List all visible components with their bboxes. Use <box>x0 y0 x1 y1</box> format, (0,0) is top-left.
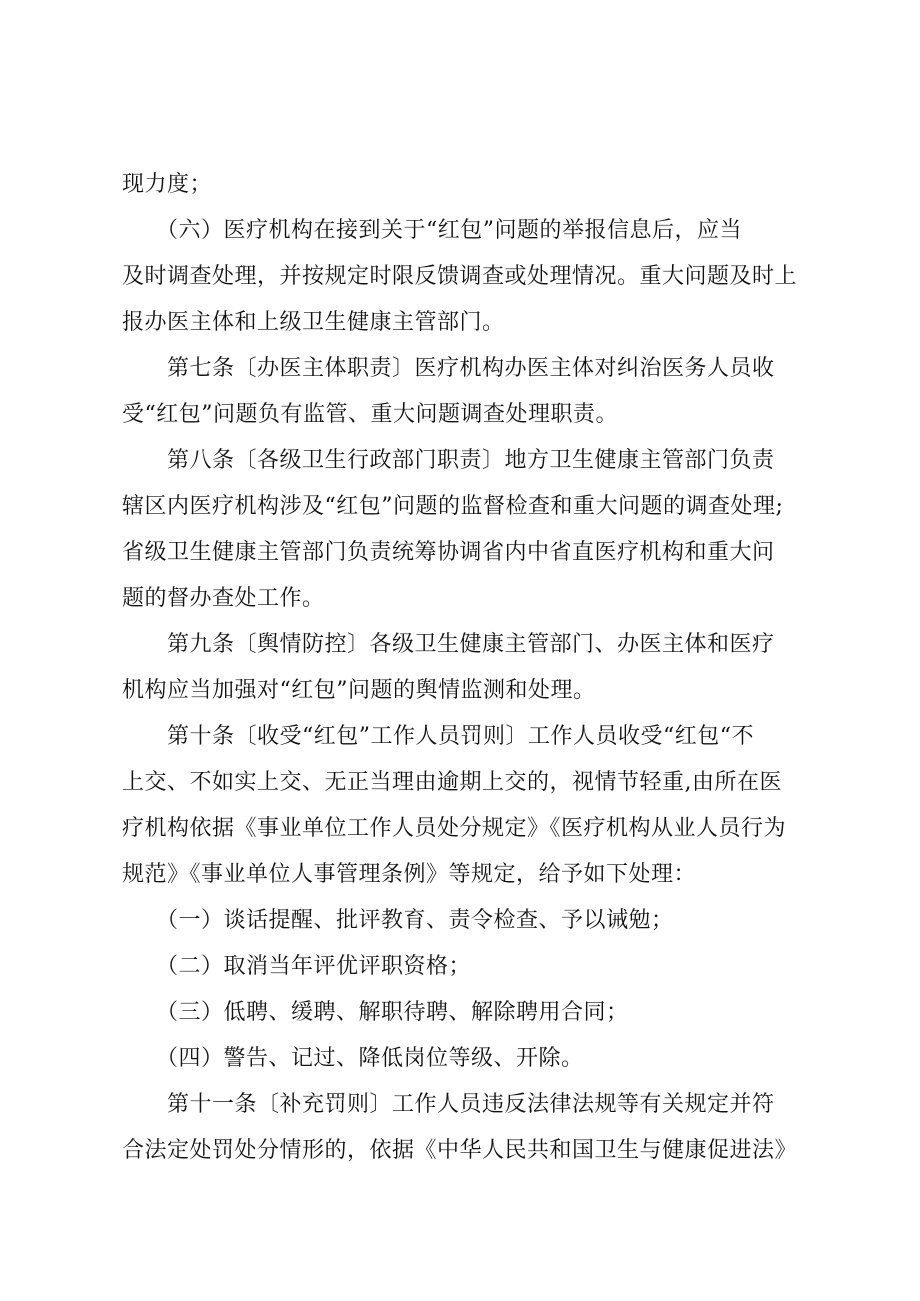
list-item-four <box>122 1036 828 1082</box>
text-line: 第八条〔各级卫生行政部门职责〕地方卫生健康主管部门负责 <box>122 448 775 473</box>
text-line: （四）警告、记过、降低岗位等级、开除。 <box>122 1046 584 1071</box>
paragraph-article-10 <box>122 714 828 898</box>
text-line: 第十条〔收受“红包”工作人员罚则〕工作人员收受“红包“不 <box>122 724 754 749</box>
paragraph-article-9 <box>122 622 828 714</box>
text-line: 第九条〔舆情防控〕各级卫生健康主管部门、办医主体和医疗 <box>122 632 775 657</box>
text-line: 省级卫生健康主管部门负责统筹协调省内中省直医疗机构和重大问 <box>122 540 775 565</box>
text-line: 受“红包”问题负有监管、重大问题调查处理职责。 <box>122 402 618 427</box>
text-line: 规范》《事业单位人事管理条例》等规定，给予如下处理： <box>122 862 697 887</box>
paragraph-article-11 <box>122 1082 828 1174</box>
paragraph-item-six <box>122 208 828 346</box>
text-line: 题的督办查处工作。 <box>122 586 325 611</box>
list-item-two <box>122 944 828 990</box>
text-line: 上交、不如实上交、无正当理由逾期上交的，视情节轻重,由所在医 <box>122 770 782 795</box>
text-line: （二）取消当年评优评职资格； <box>122 954 472 979</box>
paragraph-article-8 <box>122 438 828 622</box>
text-line: （一）谈话提醒、批评教育、责令检查、予以诫勉； <box>122 908 674 933</box>
text-line: （三）低聘、缓聘、解职待聘、解除聘用合同； <box>122 1000 629 1025</box>
paragraph-article-7 <box>122 346 828 438</box>
text-line: 疗机构依据《事业单位工作人员处分规定》《医疗机构从业人员行为 <box>122 816 787 841</box>
text-line: 辖区内医疗机构涉及“红包”问题的监督检查和重大问题的调查处理; <box>122 494 784 519</box>
text-line: 第七条〔办医主体职责〕医疗机构办医主体对纠治医务人员收 <box>122 356 775 381</box>
text-line: 第十一条〔补充罚则〕工作人员违反法律法规等有关规定并符 <box>122 1092 775 1117</box>
text-line: 报办医主体和上级卫生健康主管部门。 <box>122 310 505 335</box>
text-line: 及时调查处理，并按规定时限反馈调查或处理情况。重大问题及时上 <box>122 264 798 289</box>
paragraph-continuation <box>122 162 828 208</box>
text-line: 现力度； <box>122 172 213 197</box>
text-line: 合法定处罚处分情形的，依据《中华人民共和国卫生与健康促进法》 <box>122 1138 798 1163</box>
text-line: 机构应当加强对“红包”问题的舆情监测和处理。 <box>122 678 596 703</box>
document-body <box>122 162 828 1174</box>
list-item-three <box>122 990 828 1036</box>
text-line: （六）医疗机构在接到关于“红包”问题的举报信息后，应当 <box>122 218 742 243</box>
list-item-one <box>122 898 828 944</box>
